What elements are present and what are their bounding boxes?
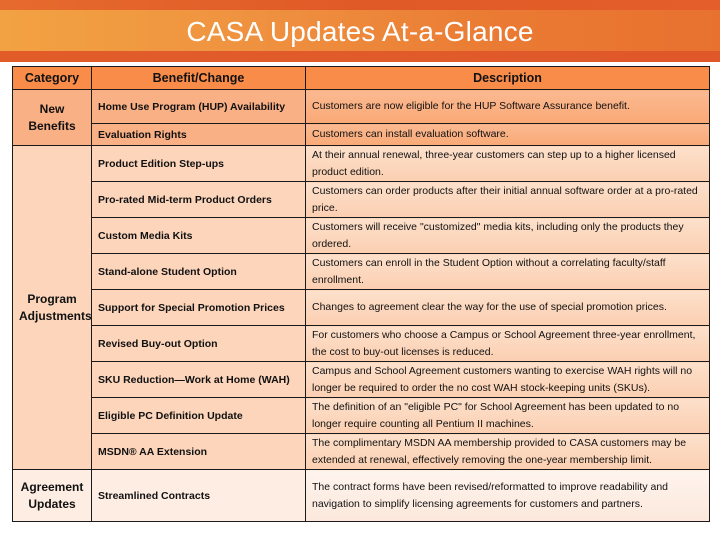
banner-bottom-stripe <box>0 51 720 62</box>
table-row <box>13 90 710 124</box>
benefit-cell: Support for Special Promotion Prices <box>92 290 306 326</box>
banner-top-stripe <box>0 0 720 10</box>
benefit-cell: Home Use Program (HUP) Availability <box>92 90 306 124</box>
page-title: CASA Updates At-a-Glance <box>186 16 534 47</box>
table-header-row <box>13 67 710 90</box>
description-cell: For customers who choose a Campus or School Agreement three-year enrollment, the cost to buy-out licenses is reduced. <box>306 326 710 362</box>
benefit-cell: Custom Media Kits <box>92 218 306 254</box>
description-cell: Customers can enroll in the Student Option without a correlating faculty/staff enrollment. <box>306 254 710 290</box>
updates-table <box>12 66 710 522</box>
table-row <box>13 470 710 522</box>
benefit-cell: Product Edition Step-ups <box>92 146 306 182</box>
description-cell: The definition of an "eligible PC" for School Agreement has been updated to no longer require counting all Pentium II machines. <box>306 398 710 434</box>
column-header-benefit: Benefit/Change <box>92 67 306 90</box>
description-cell: At their annual renewal, three-year customers can step up to a higher licensed product edition. <box>306 146 710 182</box>
description-cell: The contract forms have been revised/reformatted to improve readability and navigation to simplify licensing agreements for customers and partners. <box>306 470 710 522</box>
table-row <box>13 434 710 470</box>
description-cell: Changes to agreement clear the way for the use of special promotion prices. <box>306 290 710 326</box>
table-row <box>13 398 710 434</box>
benefit-cell: Pro-rated Mid-term Product Orders <box>92 182 306 218</box>
category-cell-agreement-updates: Agreement Updates <box>13 470 92 522</box>
benefit-cell: Revised Buy-out Option <box>92 326 306 362</box>
column-header-category: Category <box>13 67 92 90</box>
table-row <box>13 362 710 398</box>
table-row <box>13 218 710 254</box>
benefit-cell: Evaluation Rights <box>92 124 306 146</box>
category-cell-new-benefits: New Benefits <box>13 90 92 146</box>
table-row <box>13 326 710 362</box>
benefit-cell: Streamlined Contracts <box>92 470 306 522</box>
description-cell: The complimentary MSDN AA membership provided to CASA customers may be extended at renewal, effectively removing the one-year membership limit. <box>306 434 710 470</box>
table-row <box>13 146 710 182</box>
benefit-cell: SKU Reduction—Work at Home (WAH) <box>92 362 306 398</box>
table-row <box>13 182 710 218</box>
description-cell: Customers can install evaluation software. <box>306 124 710 146</box>
table-row <box>13 124 710 146</box>
benefit-cell: MSDN® AA Extension <box>92 434 306 470</box>
column-header-description: Description <box>306 67 710 90</box>
description-cell: Campus and School Agreement customers wanting to exercise WAH rights will no longer be required to order the no cost WAH stock-keeping units (SKUs). <box>306 362 710 398</box>
category-cell-program-adjustments: Program Adjustments <box>13 146 92 470</box>
title-banner <box>0 0 720 62</box>
description-cell: Customers can order products after their initial annual software order at a pro-rated price. <box>306 182 710 218</box>
table-row <box>13 290 710 326</box>
table-row <box>13 254 710 290</box>
benefit-cell: Stand-alone Student Option <box>92 254 306 290</box>
description-cell: Customers will receive "customized" media kits, including only the products they ordered. <box>306 218 710 254</box>
benefit-cell: Eligible PC Definition Update <box>92 398 306 434</box>
description-cell: Customers are now eligible for the HUP Software Assurance benefit. <box>306 90 710 124</box>
